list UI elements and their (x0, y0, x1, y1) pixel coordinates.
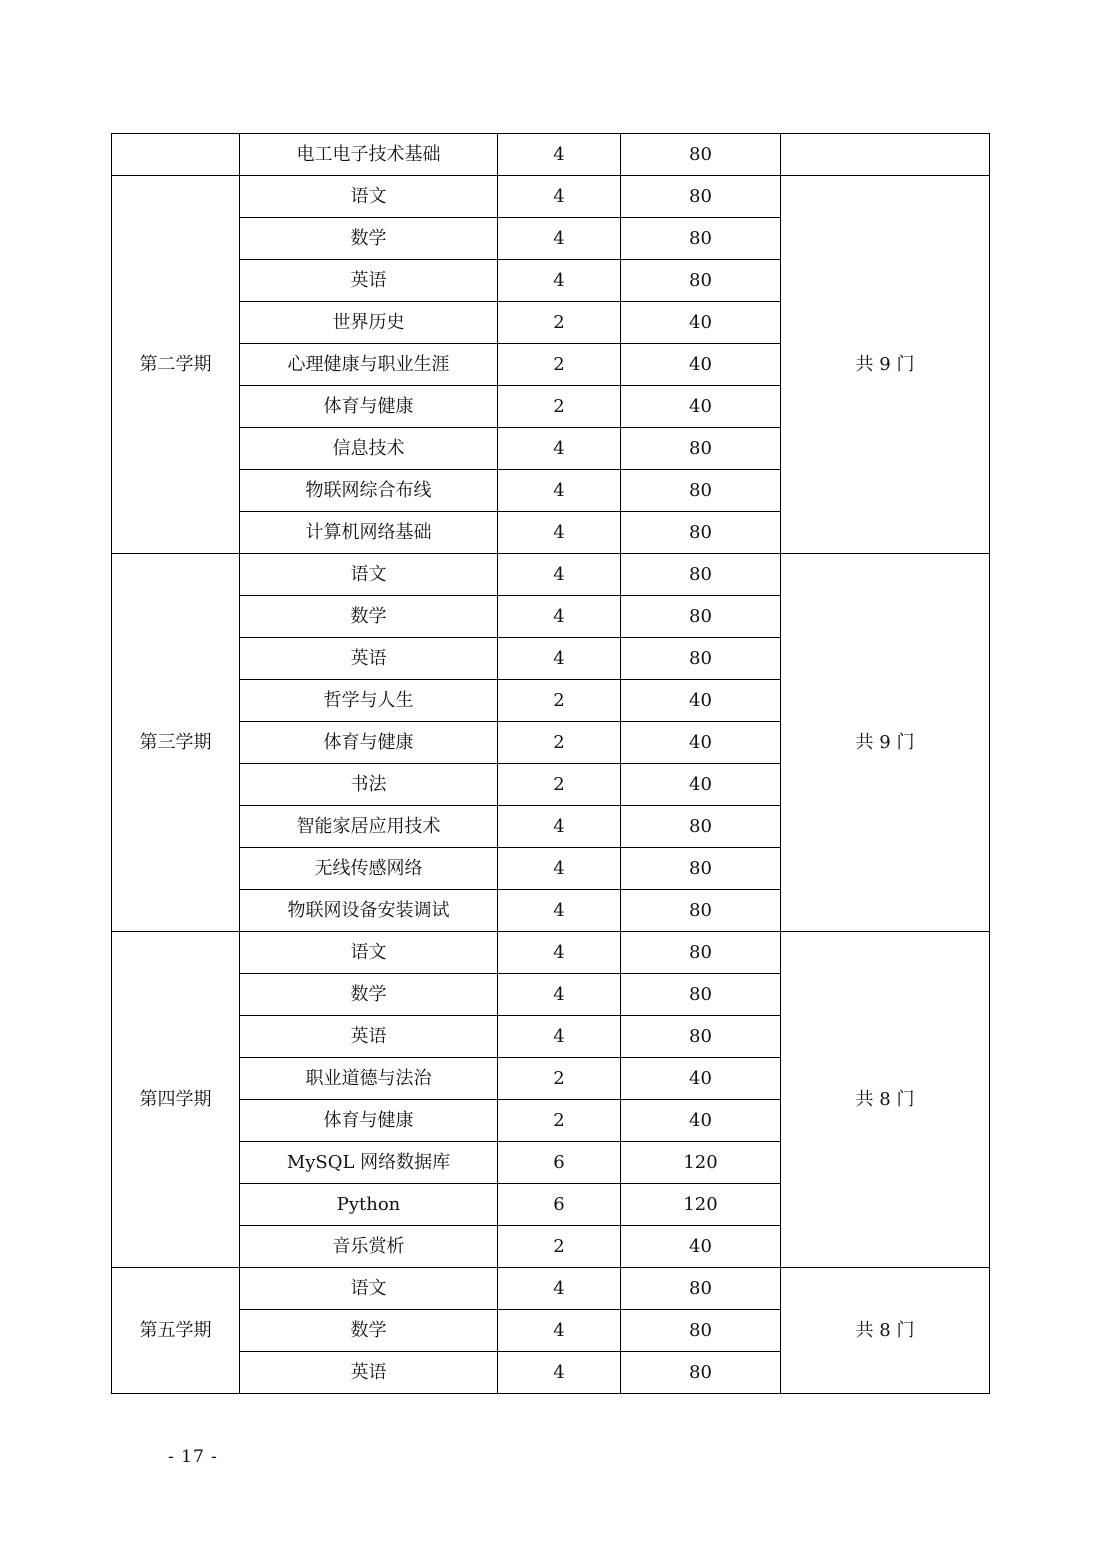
credits-cell: 2 (498, 302, 621, 344)
credits-cell: 4 (498, 134, 621, 176)
hours-cell: 40 (621, 1058, 781, 1100)
course-name-cell: 数学 (240, 596, 498, 638)
hours-cell: 80 (621, 218, 781, 260)
hours-cell: 40 (621, 386, 781, 428)
credits-cell: 6 (498, 1142, 621, 1184)
hours-cell: 40 (621, 722, 781, 764)
course-name-cell: 世界历史 (240, 302, 498, 344)
course-total-cell: 共 9 门 (781, 176, 990, 554)
course-name-cell: Python (240, 1184, 498, 1226)
course-schedule-body (112, 134, 990, 1394)
course-name-cell: 心理健康与职业生涯 (240, 344, 498, 386)
credits-cell: 4 (498, 848, 621, 890)
credits-cell: 4 (498, 932, 621, 974)
course-name-cell: 体育与健康 (240, 386, 498, 428)
hours-cell: 80 (621, 596, 781, 638)
credits-cell: 4 (498, 512, 621, 554)
semester-cell: 第五学期 (112, 1268, 240, 1394)
hours-cell: 80 (621, 512, 781, 554)
hours-cell: 80 (621, 974, 781, 1016)
course-name-cell: 电工电子技术基础 (240, 134, 498, 176)
course-name-cell: 体育与健康 (240, 722, 498, 764)
semester-cell: 第二学期 (112, 176, 240, 554)
credits-cell: 4 (498, 1310, 621, 1352)
credits-cell: 2 (498, 1100, 621, 1142)
credits-cell: 6 (498, 1184, 621, 1226)
course-name-cell: 物联网综合布线 (240, 470, 498, 512)
course-name-cell: 数学 (240, 218, 498, 260)
hours-cell: 80 (621, 260, 781, 302)
hours-cell: 40 (621, 302, 781, 344)
hours-cell: 40 (621, 1100, 781, 1142)
course-name-cell: 书法 (240, 764, 498, 806)
course-name-cell: 英语 (240, 1352, 498, 1394)
course-name-cell: 体育与健康 (240, 1100, 498, 1142)
credits-cell: 4 (498, 554, 621, 596)
course-total-cell (781, 134, 990, 176)
course-name-cell: 无线传感网络 (240, 848, 498, 890)
hours-cell: 80 (621, 428, 781, 470)
course-name-cell: 音乐赏析 (240, 1226, 498, 1268)
course-name-cell: 语文 (240, 554, 498, 596)
credits-cell: 2 (498, 1226, 621, 1268)
hours-cell: 80 (621, 1310, 781, 1352)
hours-cell: 80 (621, 932, 781, 974)
course-name-cell: 信息技术 (240, 428, 498, 470)
course-name-cell: 智能家居应用技术 (240, 806, 498, 848)
credits-cell: 4 (498, 1016, 621, 1058)
credits-cell: 2 (498, 680, 621, 722)
course-name-cell: 数学 (240, 1310, 498, 1352)
credits-cell: 4 (498, 638, 621, 680)
course-name-cell: 英语 (240, 260, 498, 302)
hours-cell: 80 (621, 1016, 781, 1058)
credits-cell: 4 (498, 260, 621, 302)
course-name-cell: 计算机网络基础 (240, 512, 498, 554)
course-name-cell: 物联网设备安装调试 (240, 890, 498, 932)
course-total-cell: 共 8 门 (781, 1268, 990, 1394)
hours-cell: 120 (621, 1184, 781, 1226)
course-name-cell: MySQL 网络数据库 (240, 1142, 498, 1184)
course-total-cell: 共 8 门 (781, 932, 990, 1268)
hours-cell: 80 (621, 1352, 781, 1394)
credits-cell: 4 (498, 890, 621, 932)
credits-cell: 4 (498, 470, 621, 512)
course-name-cell: 哲学与人生 (240, 680, 498, 722)
table-row (112, 1268, 990, 1310)
credits-cell: 4 (498, 596, 621, 638)
table-row (112, 134, 990, 176)
credits-cell: 4 (498, 218, 621, 260)
course-name-cell: 语文 (240, 932, 498, 974)
credits-cell: 4 (498, 176, 621, 218)
course-name-cell: 语文 (240, 176, 498, 218)
credits-cell: 4 (498, 806, 621, 848)
credits-cell: 4 (498, 974, 621, 1016)
hours-cell: 80 (621, 470, 781, 512)
page-number: - 17 - (168, 1447, 218, 1467)
hours-cell: 80 (621, 134, 781, 176)
course-name-cell: 语文 (240, 1268, 498, 1310)
course-name-cell: 数学 (240, 974, 498, 1016)
credits-cell: 4 (498, 1352, 621, 1394)
hours-cell: 40 (621, 344, 781, 386)
hours-cell: 80 (621, 890, 781, 932)
credits-cell: 4 (498, 1268, 621, 1310)
table-row (112, 554, 990, 596)
credits-cell: 2 (498, 1058, 621, 1100)
semester-cell (112, 134, 240, 176)
hours-cell: 80 (621, 1268, 781, 1310)
course-total-cell: 共 9 门 (781, 554, 990, 932)
hours-cell: 80 (621, 554, 781, 596)
hours-cell: 80 (621, 176, 781, 218)
course-name-cell: 英语 (240, 1016, 498, 1058)
course-name-cell: 职业道德与法治 (240, 1058, 498, 1100)
hours-cell: 80 (621, 638, 781, 680)
hours-cell: 40 (621, 764, 781, 806)
semester-cell: 第三学期 (112, 554, 240, 932)
hours-cell: 40 (621, 680, 781, 722)
hours-cell: 80 (621, 806, 781, 848)
course-name-cell: 英语 (240, 638, 498, 680)
credits-cell: 2 (498, 386, 621, 428)
credits-cell: 4 (498, 428, 621, 470)
credits-cell: 2 (498, 344, 621, 386)
credits-cell: 2 (498, 722, 621, 764)
credits-cell: 2 (498, 764, 621, 806)
table-row (112, 932, 990, 974)
hours-cell: 120 (621, 1142, 781, 1184)
hours-cell: 80 (621, 848, 781, 890)
course-schedule-table (111, 133, 990, 1394)
semester-cell: 第四学期 (112, 932, 240, 1268)
hours-cell: 40 (621, 1226, 781, 1268)
table-row (112, 176, 990, 218)
